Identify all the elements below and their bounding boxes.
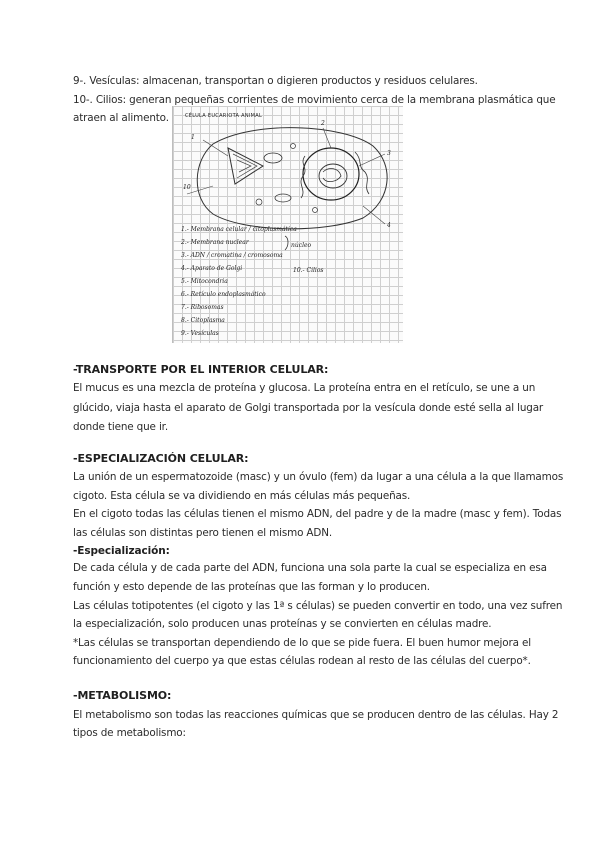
especializacion-sub-line-1: De cada célula y de cada parte del ADN, funciona una sola parte la cual se especializa en esa bbox=[73, 562, 547, 574]
metabolismo-line-1: El metabolismo son todas las reacciones químicas que se producen dentro de las células. Hay 2 bbox=[73, 709, 559, 721]
side-note-cilios: 10.- Cilios bbox=[293, 267, 324, 274]
heading-transporte: -TRANSPORTE POR EL INTERIOR CELULAR: bbox=[73, 363, 329, 376]
legend-item-1: 1.- Membrana celular / citoplasmática bbox=[181, 226, 297, 233]
especializacion-sub-line-6: funcionamiento del cuerpo ya que estas células rodean al resto de las células del cuerpo*. bbox=[73, 655, 531, 667]
legend-item-7: 7.- Ribosomas bbox=[181, 304, 224, 311]
list-item-cilios-continued: atraen al alimento. bbox=[73, 112, 169, 124]
list-item-vesiculas: 9-. Vesículas: almacenan, transportan o digieren productos y residuos celulares. bbox=[73, 75, 478, 87]
figure-label-2: 2 bbox=[321, 120, 325, 127]
especializacion-line-1: La unión de un espermatozoide (masc) y un óvulo (fem) da lugar a una célula a la que llamamos bbox=[73, 471, 564, 483]
legend-item-4: 4.- Aparato de Golgi bbox=[181, 265, 243, 272]
figure-label-3: 3 bbox=[387, 150, 391, 157]
metabolismo-line-2: tipos de metabolismo: bbox=[73, 727, 186, 739]
especializacion-line-4: las células son distintas pero tienen el mismo ADN. bbox=[73, 527, 333, 539]
animal-cell-drawing bbox=[172, 106, 403, 343]
legend-item-6: 6.- Retículo endoplasmático bbox=[181, 291, 266, 298]
heading-especializacion: -ESPECIALIZACIÓN CELULAR: bbox=[73, 452, 249, 465]
transporte-line-1: El mucus es una mezcla de proteína y glucosa. La proteína entra en el retículo, se une a un bbox=[73, 382, 536, 394]
legend-item-8: 8.- Citoplasma bbox=[181, 317, 225, 324]
transporte-line-2: glúcido, viaja hasta el aparato de Golgi transportada por la vesícula donde esté sella al lugar bbox=[73, 402, 544, 414]
legend-item-2: 2.- Membrana nuclear bbox=[181, 239, 249, 246]
especializacion-sub-line-5: *Las células se transportan dependiendo de lo que se pide fuera. El buen humor mejora el bbox=[73, 637, 531, 649]
legend-item-3: 3.- ADN / cromatina / cromosoma bbox=[181, 252, 283, 259]
golgi-sketch bbox=[228, 148, 263, 184]
figure-label-4: 4 bbox=[387, 222, 391, 229]
heading-metabolismo: -METABOLISMO: bbox=[73, 689, 172, 702]
list-item-cilios: 10-. Cilios: generan pequeñas corrientes de movimiento cerca de la membrana plasmática que bbox=[73, 94, 556, 106]
especializacion-sub-line-2: función y esto depende de las proteínas que las forman y lo producen. bbox=[73, 581, 430, 593]
especializacion-line-2: cigoto. Esta célula se va dividiendo en más células más pequeñas. bbox=[73, 490, 411, 502]
figure-title: CÉLULA EUCARIOTA ANIMAL bbox=[185, 113, 263, 119]
nucleus-sketch bbox=[303, 148, 359, 200]
legend-item-5: 5.- Mitocondria bbox=[181, 278, 228, 285]
transporte-line-3: donde tiene que ir. bbox=[73, 421, 168, 433]
brace-note: núcleo bbox=[291, 242, 312, 249]
figure-label-10: 10 bbox=[183, 184, 191, 191]
legend-item-9: 9.- Vesículas bbox=[181, 330, 219, 337]
figure-label-1: 1 bbox=[191, 134, 195, 141]
especializacion-sub-line-3: Las células totipotentes (el cigoto y las 1ª s células) se pueden convertir en todo, una vez sufren bbox=[73, 600, 563, 612]
subheading-especializacion: -Especialización: bbox=[73, 545, 170, 557]
especializacion-line-3: En el cigoto todas las células tienen el mismo ADN, del padre y de la madre (masc y fem). Todas bbox=[73, 508, 562, 520]
especializacion-sub-line-4: la especialización, solo producen unas proteínas y se convierten en células madre. bbox=[73, 618, 492, 630]
mitochondria-sketch bbox=[264, 153, 282, 163]
